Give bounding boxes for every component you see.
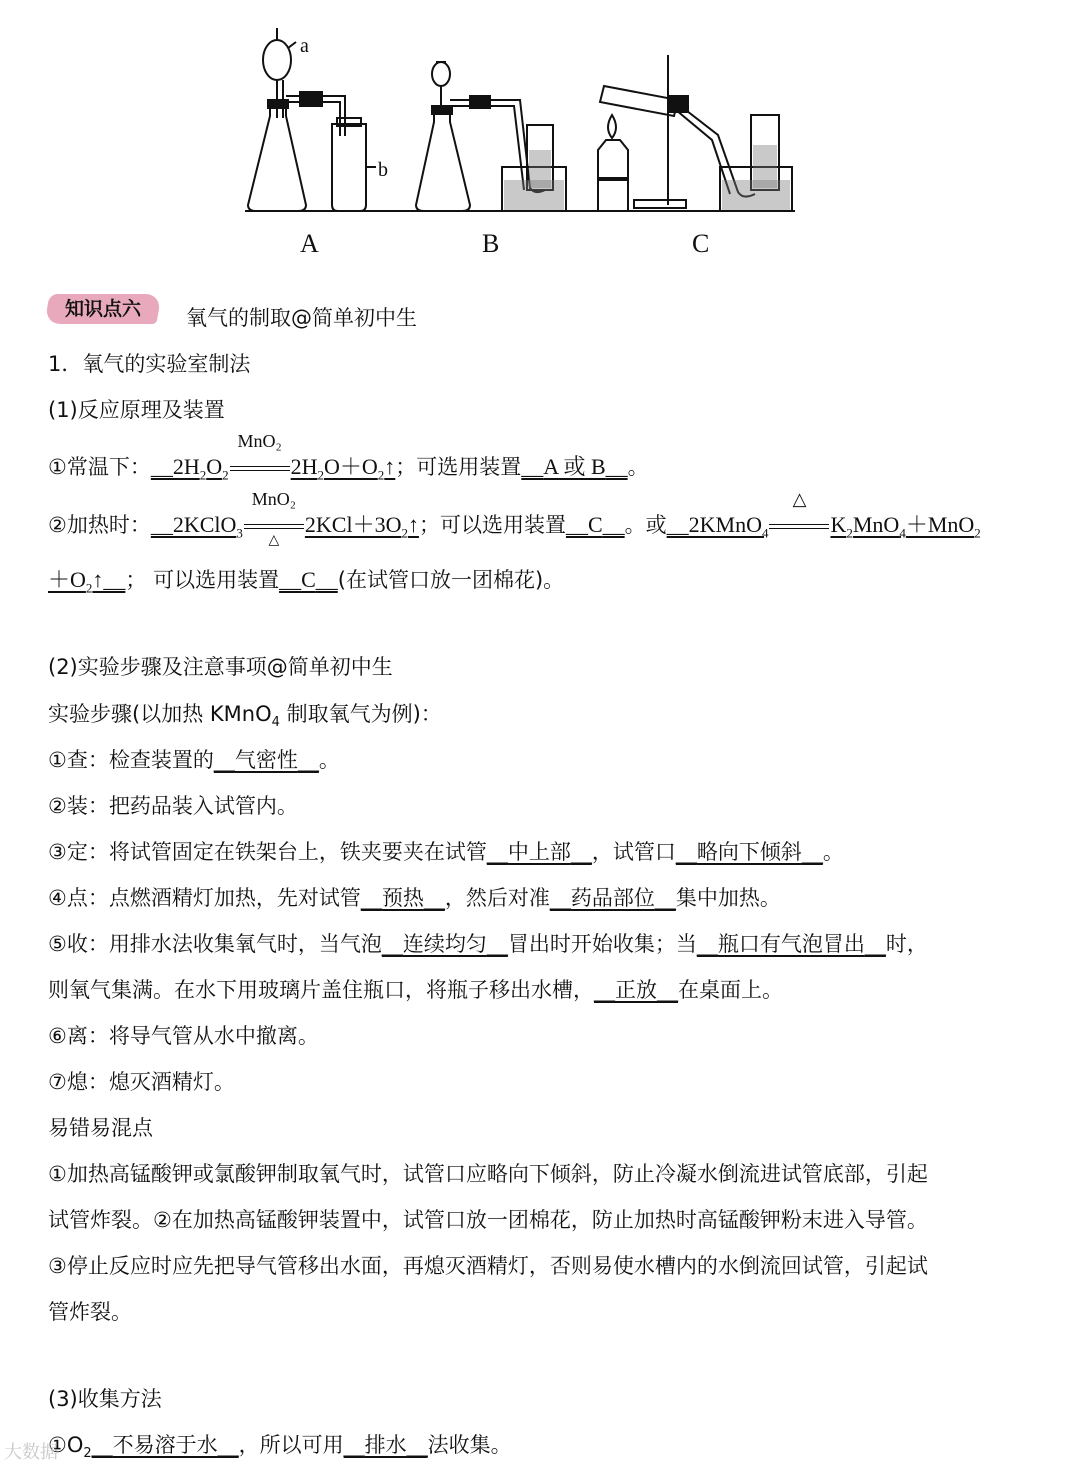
step-5: ⑤收：用排水法收集氧气时，当气泡__连续均匀__冒出时开始收集；当__瓶口有气泡冒出__时， [48, 932, 928, 956]
section-title: 氧气的制取@简单初中生 [186, 306, 417, 330]
error-line-1: ①加热高锰酸钾或氯酸钾制取氧气时，试管口应略向下倾斜，防止冷凝水倒流进试管底部，引起 [48, 1162, 928, 1186]
heading-1-2: (2)实验步骤及注意事项@简单初中生 [48, 655, 393, 679]
test-tube-c [600, 86, 678, 116]
step-7: ⑦熄：熄灭酒精灯。 [48, 1070, 235, 1094]
funnel-a [263, 40, 291, 80]
step-4: ④点：点燃酒精灯加热，先对试管__预热__，然后对准__药品部位__集中加热。 [48, 886, 781, 910]
error-line-4: 管炸裂。 [48, 1300, 132, 1324]
heading-1: 1．氧气的实验室制法 [48, 352, 251, 376]
label-a: a [300, 35, 309, 57]
section-badge: 知识点六 [44, 294, 161, 324]
alcohol-lamp [598, 140, 628, 180]
gas-bottle-b [332, 124, 366, 211]
label-B: B [482, 229, 500, 258]
step-6: ⑥离：将导气管从水中撤离。 [48, 1024, 319, 1048]
label-C: C [692, 229, 710, 258]
error-title: 易错易混点 [48, 1116, 153, 1140]
label-A: A [300, 229, 319, 258]
apparatus-figure [0, 0, 1080, 280]
reaction-2-cont: $+O_2↑\_\_$； 可以选用装置__C__(在试管口放一团棉花)。 [48, 567, 565, 596]
heading-1-3: (3)收集方法 [48, 1387, 162, 1411]
step-1: ①查：检查装置的__气密性__。 [48, 748, 340, 772]
label-b: b [378, 159, 388, 181]
heading-1-1: (1)反应原理及装置 [48, 398, 225, 422]
conical-flask-b [416, 108, 470, 211]
step-3: ③定：将试管固定在铁架台上，铁夹要夹在试管__中上部__，试管口__略向下倾斜__。 [48, 840, 844, 864]
step-2: ②装：把药品装入试管内。 [48, 794, 298, 818]
error-line-3: ③停止反应时应先把导气管移出水面，再熄灭酒精灯，否则易使水槽内的水倒流回试管，引起试 [48, 1254, 928, 1278]
steps-intro: 实验步骤(以加热 KMnO$_4$ 制取氧气为例)： [48, 702, 442, 731]
watermark: 大数据 [4, 1442, 58, 1463]
reaction-1: ①常温下：$\_\_2H_2O_2$ MnO₂ $2H_2O+O_2↑$；可选用装置__A 或 B__。 [48, 431, 649, 483]
answer-apparatus-1: A 或 B [543, 454, 606, 479]
catalyst-label: MnO₂ [237, 431, 282, 451]
reaction-2: ②加热时：__2KClO$_3$ MnO₂ △ $2KCl+3O_2↑$；可以选用装置__C__。或__2KMnO$_4$ △ $K_2MnO_4+MnO_2$ [48, 489, 981, 548]
error-line-2: 试管炸裂。②在加热高锰酸钾装置中，试管口放一团棉花，防止加热时高锰酸钾粉末进入导管。 [48, 1208, 928, 1232]
collect-1: $①O_2\_\_$不易溶于水__，所以可用__排水__法收集。 [48, 1433, 512, 1462]
step-5-cont: 则氧气集满。在水下用玻璃片盖住瓶口，将瓶子移出水槽，__正放__在桌面上。 [48, 978, 783, 1002]
